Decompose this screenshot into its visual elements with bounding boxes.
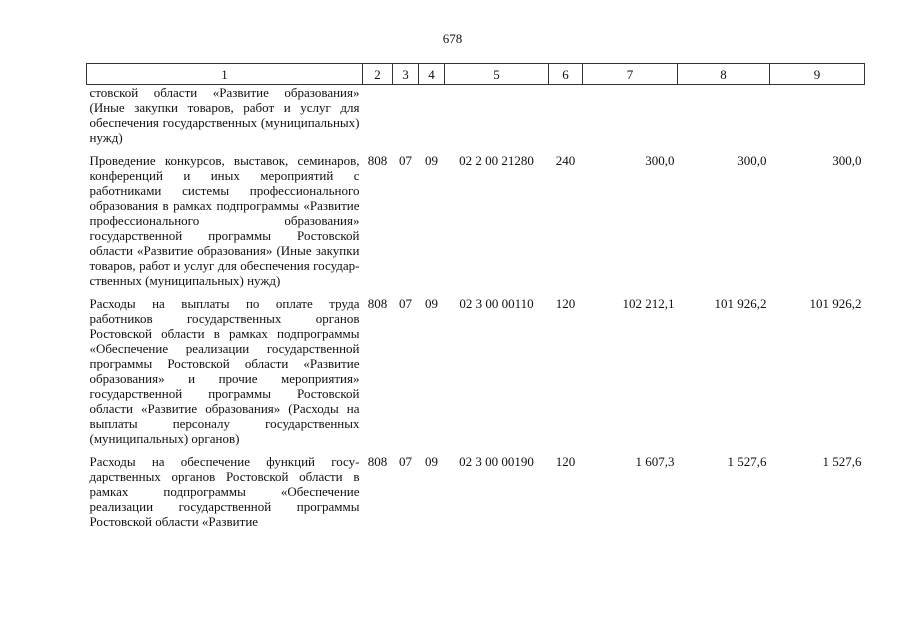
cell-expense-type <box>549 85 583 154</box>
cell-amount-col8: 1 527,6 <box>727 454 767 469</box>
table-row <box>87 454 865 537</box>
header-cell-7: 7 <box>583 64 678 85</box>
header-cell-6: 6 <box>549 64 583 85</box>
cell-amount-col8: 101 926,2 <box>714 296 767 311</box>
header-cell-8: 8 <box>678 64 770 85</box>
header-cell-9: 9 <box>770 64 865 85</box>
row-description: стовской области «Развитие образования» (Иные закупки товаров, работ и услуг для обеспечения государственных (муниципальных) нужд) <box>89 85 360 145</box>
header-cell-2: 2 <box>363 64 393 85</box>
header-row <box>87 64 865 85</box>
row-description: Расходы на выплаты по оплате труда работников государственных органов Ростовской области в рамках подпрограммы «Обеспечение реализации государственной программы Ростовской области «Развитие образования» и прочие мероприятия» государственной программы Ростовской области «Развитие образования» (Расходы на выплаты персоналу государственных (муниципальных) органов) <box>89 296 360 446</box>
cell-amount-col7: 1 607,3 <box>635 454 675 469</box>
cell-section <box>393 85 419 154</box>
cell-amount-col9: 101 926,2 <box>809 296 862 311</box>
cell-target-article <box>445 85 549 154</box>
cell-expense-type: 120 <box>555 454 576 469</box>
cell-section: 07 <box>399 296 412 311</box>
header-cell-3: 3 <box>393 64 419 85</box>
table-row <box>87 153 865 296</box>
cell-target-article: 02 2 00 21280 <box>459 153 534 168</box>
cell-ministry-code <box>363 85 393 154</box>
cell-expense-type: 120 <box>555 296 576 311</box>
table-row <box>87 296 865 454</box>
header-cell-5: 5 <box>445 64 549 85</box>
cell-ministry-code: 808 <box>367 153 388 168</box>
cell-amount-col9: 1 527,6 <box>822 454 862 469</box>
cell-ministry-code: 808 <box>367 296 388 311</box>
cell-target-article: 02 3 00 00190 <box>459 454 534 469</box>
cell-section: 07 <box>399 454 412 469</box>
header-cell-4: 4 <box>419 64 445 85</box>
cell-subsection: 09 <box>425 296 438 311</box>
cell-section: 07 <box>399 153 412 168</box>
header-cell-1: 1 <box>87 64 363 85</box>
cell-subsection: 09 <box>425 153 438 168</box>
cell-subsection: 09 <box>425 454 438 469</box>
table-row <box>87 85 865 154</box>
cell-target-article: 02 3 00 00110 <box>459 296 534 311</box>
budget-table <box>86 63 865 537</box>
cell-amount-col7 <box>583 85 678 154</box>
cell-subsection <box>419 85 445 154</box>
cell-amount-col9: 300,0 <box>832 153 862 168</box>
row-description: Расходы на обеспечение функций государственных органов Ростовской области в рамках подпрограммы «Обеспечение реализации государственной программы Ростовской области «Развитие <box>89 454 360 529</box>
row-description: Проведение конкурсов, выставок, семинаров, конференций и иных мероприятий с работниками системы профессионального образования в рамках подпрограммы «Развитие профессионального образования» государственной программы Ростовской области «Развитие образования» (Иные закупки товаров, работ и услуг для обеспечения государственных (муниципальных) нужд) <box>89 153 360 288</box>
cell-amount-col8 <box>678 85 770 154</box>
cell-amount-col7: 300,0 <box>645 153 675 168</box>
cell-expense-type: 240 <box>555 153 576 168</box>
page-number: 678 <box>442 31 463 46</box>
cell-amount-col9 <box>770 85 865 154</box>
cell-amount-col8: 300,0 <box>737 153 767 168</box>
cell-ministry-code: 808 <box>367 454 388 469</box>
cell-amount-col7: 102 212,1 <box>622 296 675 311</box>
